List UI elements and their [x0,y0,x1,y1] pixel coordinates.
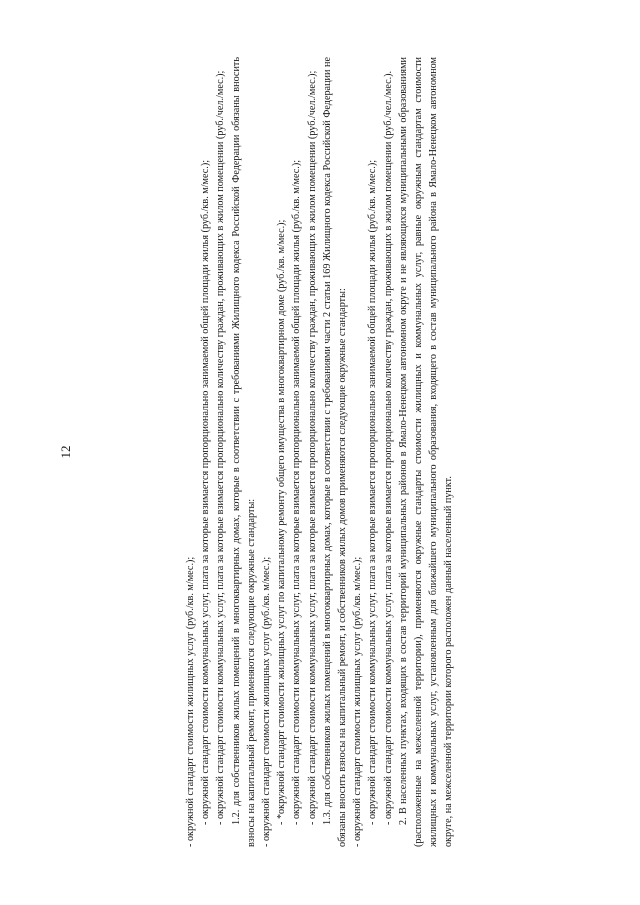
paragraph-housing-standard-1: - окружной стандарт стоимости жилищных услуг (руб./кв. м/мес.); [185,556,197,847]
paragraph-section-2: 2. В населенных пунктах, входящих в состав территорий муниципальных районов в Ямало-Ненецком автономном округе и не являющихся муниципальными образованиями (расположенные на межселенной территории), применяются окружные стандарты стоимости жилищных и коммунальных услуг, равные окружным стандартам стоимости жилищных и коммунальных услуг, установленным для ближайшего муниципального образования, входящего в состав муниципального района в Ямало-Ненецком автономном округе, на межселенной территории которого расположен данный населенный пункт. [398,57,455,847]
paragraph-housing-standard-3: - окружной стандарт стоимости жилищных услуг (руб./кв. м/мес.); [352,556,364,847]
rotated-page-content [183,57,457,847]
paragraph-utility-persons-standard-1: - окружной стандарт стоимости коммунальных услуг, плата за которые взимается пропорционально количеству граждан, проживающих в жилом помещении (руб./чел./мес.); [215,70,227,825]
page-number: 12 [58,445,73,459]
paragraph-utility-area-standard-3: - окружной стандарт стоимости коммунальных услуг, плата за которые взимается пропорционально занимаемой общей площади жилья (руб./кв. м/мес.); [367,159,379,825]
paragraph-housing-standard-2: - окружной стандарт стоимости жилищных услуг (руб./кв. м/мес.); [261,556,273,847]
paragraph-section-1-2: 1.2. для собственников жилых помещений в многоквартирных домах, которые в соответствии с требованиями Жилищного кодекса Российской Федерации обязаны вносить взносы на капитальный ремонт, применяются следующие окружные стандарты: [230,57,257,847]
paragraph-utility-persons-standard-2: - окружной стандарт стоимости коммунальных услуг, плата за которые взимается пропорционально количеству граждан, проживающих в жилом помещении (руб./чел./мес.); [306,70,318,825]
document-body [183,57,457,847]
paragraph-section-1-3: 1.3. для собственников жилых помещений в многоквартирных домах, которые в соответствии с требованиями части 2 статьи 169 Жилищного кодекса Российской Федерации не обязаны вносить взносы на капитальный ремонт, и собственников жилых домов применяются следующие окружные стандарты: [322,57,349,847]
paragraph-capital-repair-standard: - *окружной стандарт стоимости жилищных услуг по капитальному ремонту общего имущества в многоквартирном доме (руб./кв. м/мес.); [276,219,288,825]
paragraph-utility-area-standard-2: - окружной стандарт стоимости коммунальных услуг, плата за которые взимается пропорционально занимаемой общей площади жилья (руб./кв. м/мес.); [291,159,303,825]
paragraph-utility-area-standard-1: - окружной стандарт стоимости коммунальных услуг, плата за которые взимается пропорционально занимаемой общей площади жилья (руб./кв. м/мес.); [200,159,212,825]
paragraph-utility-persons-standard-3: - окружной стандарт стоимости коммунальных услуг, плата за которые взимается пропорционально количеству граждан, проживающих в жилом помещении (руб./чел./мес.). [382,70,394,825]
